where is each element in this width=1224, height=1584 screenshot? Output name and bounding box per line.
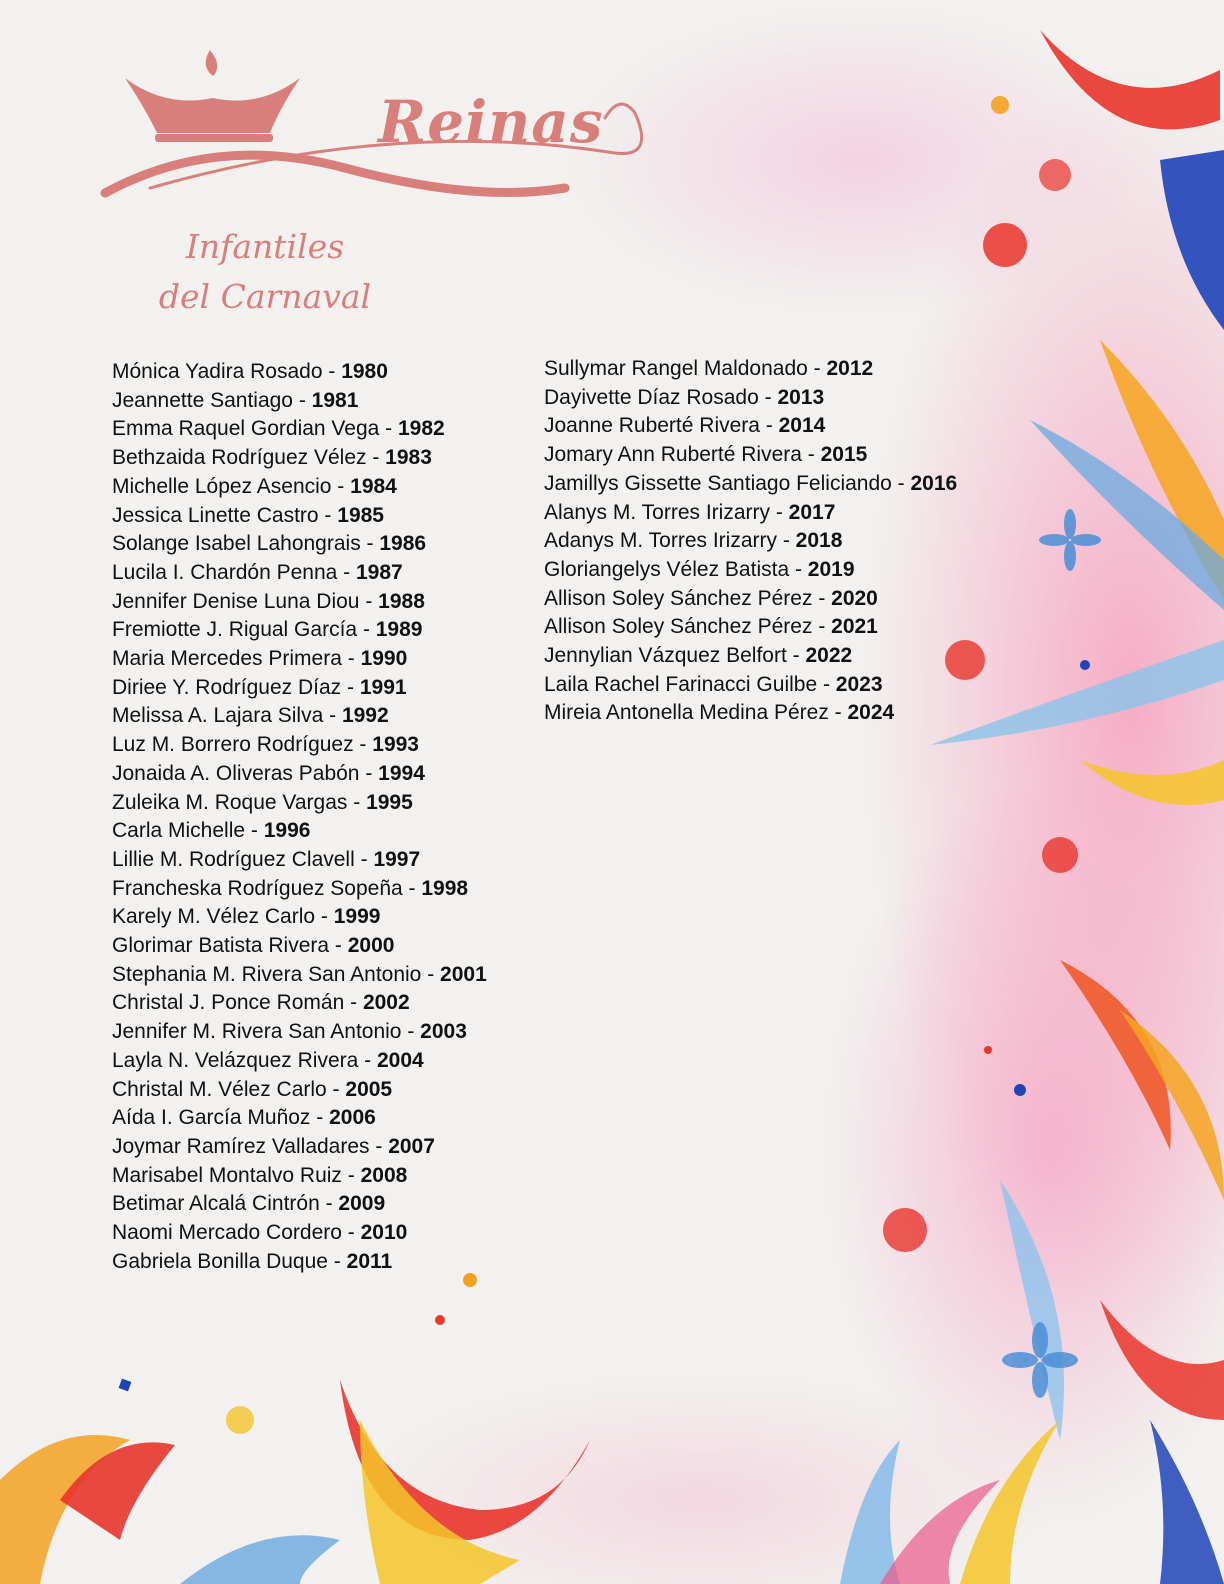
queen-year: 2011 [346, 1249, 393, 1273]
queen-name: Zuleika M. Roque Vargas - [112, 790, 367, 814]
queen-name: Stephania M. Rivera San Antonio - [112, 962, 441, 986]
queen-list-item [112, 502, 487, 531]
queen-year: 1988 [378, 589, 425, 613]
queen-year: 1989 [375, 618, 423, 642]
queen-list-item [112, 1162, 487, 1191]
queen-list-item [112, 789, 487, 818]
queen-name: Fremiotte J. Rigual García - [112, 618, 376, 642]
queen-year: 2021 [831, 615, 878, 639]
queen-name: Allison Soley Sánchez Pérez - [544, 615, 832, 639]
queen-year: 2010 [360, 1221, 408, 1245]
queen-list-item [112, 559, 487, 588]
queen-list-item [544, 355, 957, 384]
queen-list-item [112, 387, 487, 416]
queen-name: Dayivette Díaz Rosado - [544, 385, 778, 409]
queen-year: 2007 [388, 1134, 435, 1158]
queen-year: 2024 [847, 701, 895, 725]
queen-year: 2004 [376, 1048, 424, 1072]
queen-year: 2023 [835, 672, 883, 696]
queen-name: Carla Michelle - [112, 819, 264, 843]
queen-list-item [112, 932, 487, 961]
queen-year: 1994 [378, 761, 425, 785]
queen-name: Mónica Yadira Rosado - [112, 360, 342, 383]
queen-list-item [112, 1047, 487, 1076]
queen-list-item [112, 702, 487, 731]
queen-year: 1986 [379, 532, 427, 556]
queen-name: Karely M. Vélez Carlo - [112, 905, 334, 929]
crown-icon [125, 50, 300, 142]
queen-list-item [112, 645, 487, 674]
queen-list-item [112, 616, 487, 645]
queen-list-item [544, 441, 957, 470]
queen-year: 2006 [329, 1106, 376, 1130]
queen-name: Bethzaida Rodríguez Vélez - [112, 446, 386, 470]
queen-name: Naomi Mercado Cordero - [112, 1221, 361, 1245]
queen-year: 2003 [420, 1020, 467, 1044]
queen-year: 1985 [337, 503, 384, 527]
queen-name: Gloriangelys Vélez Batista - [544, 557, 808, 581]
queen-year: 1991 [359, 675, 407, 699]
queen-year: 1995 [366, 790, 413, 814]
queen-list-item [544, 499, 957, 528]
queen-list-item [112, 961, 487, 990]
queen-year: 1996 [263, 819, 311, 843]
queen-list-item [112, 1248, 487, 1277]
queen-year: 1999 [333, 905, 381, 929]
queen-year: 2017 [788, 500, 836, 524]
queen-list-item [112, 1190, 487, 1219]
queen-year: 1980 [341, 360, 388, 383]
queen-name: Alanys M. Torres Irizarry - [544, 500, 789, 524]
queen-name: Solange Isabel Lahongrais - [112, 532, 380, 556]
queen-name: Christal J. Ponce Román - [112, 991, 363, 1015]
queen-name: Jessica Linette Castro - [112, 503, 338, 527]
queen-name: Francheska Rodríguez Sopeña - [112, 876, 422, 900]
queen-name: Jeannette Santiago - [112, 388, 312, 412]
queen-list-item [544, 384, 957, 413]
queen-list-item [544, 671, 957, 700]
queen-year: 2013 [777, 385, 825, 409]
queen-name: Diriee Y. Rodríguez Díaz - [112, 675, 360, 699]
queen-year: 2018 [795, 529, 843, 553]
queen-name: Betimar Alcalá Cintrón - [112, 1192, 339, 1216]
queen-list-item [112, 530, 487, 559]
queen-name: Melissa A. Lajara Silva - [112, 704, 342, 728]
queen-year: 2000 [347, 934, 395, 958]
queen-list-item [544, 642, 957, 671]
queen-list-item [112, 903, 487, 932]
queen-year: 2002 [362, 991, 410, 1015]
queen-name: Jennifer Denise Luna Diou - [112, 589, 379, 613]
queen-list-item [544, 585, 957, 614]
queen-name: Jennifer M. Rivera San Antonio - [112, 1020, 421, 1044]
queen-list-item [112, 1076, 487, 1105]
queen-list-item [544, 613, 957, 642]
queen-year: 2001 [440, 962, 487, 986]
queen-year: 1992 [341, 704, 389, 728]
queen-name: Laila Rachel Farinacci Guilbe - [544, 672, 836, 696]
queen-name: Christal M. Vélez Carlo - [112, 1077, 346, 1101]
queen-list-item [112, 846, 487, 875]
queen-year: 2016 [910, 471, 958, 495]
queen-list-item [112, 473, 487, 502]
queen-year: 2012 [826, 357, 874, 380]
queen-year: 1990 [360, 647, 408, 671]
queen-name: Emma Raquel Gordian Vega - [112, 417, 398, 441]
queen-list-item [544, 556, 957, 585]
queen-year: 1981 [311, 388, 359, 412]
queen-year: 1987 [355, 560, 403, 584]
queen-name: Marisabel Montalvo Ruiz - [112, 1163, 361, 1187]
queen-list-item [544, 527, 957, 556]
queen-year: 2019 [807, 557, 855, 581]
queen-name: Jomary Ann Ruberté Rivera - [544, 443, 821, 467]
queen-name: Maria Mercedes Primera - [112, 647, 361, 671]
queen-year: 2020 [831, 586, 878, 610]
queen-year: 2022 [805, 644, 853, 668]
queen-year: 2015 [820, 443, 868, 467]
queen-list-item [112, 989, 487, 1018]
queen-name: Jamillys Gissette Santiago Feliciando - [544, 471, 911, 495]
queen-name: Lillie M. Rodríguez Clavell - [112, 847, 374, 871]
queen-name: Layla N. Velázquez Rivera - [112, 1048, 377, 1072]
subtitle-line-2: del Carnaval [158, 277, 372, 316]
queen-list-item [112, 674, 487, 703]
queen-name: Joanne Ruberté Rivera - [544, 414, 779, 438]
queen-list-item [112, 731, 487, 760]
queen-list-item [112, 415, 487, 444]
queen-year: 1998 [421, 876, 469, 900]
queen-year: 1983 [385, 446, 432, 470]
queen-list-item [112, 1018, 487, 1047]
queen-year: 1993 [372, 733, 419, 757]
queen-list-item [112, 588, 487, 617]
queen-year: 1997 [373, 847, 421, 871]
queen-year: 2008 [360, 1163, 408, 1187]
queen-list-item [112, 760, 487, 789]
queen-name: Joymar Ramírez Valladares - [112, 1134, 389, 1158]
queens-list-column-2 [544, 355, 957, 728]
queen-list-item [112, 817, 487, 846]
queen-name: Glorimar Batista Rivera - [112, 934, 348, 958]
queen-year: 1982 [397, 417, 445, 441]
queen-name: Jennylian Vázquez Belfort - [544, 644, 806, 668]
queen-name: Gabriela Bonilla Duque - [112, 1249, 347, 1273]
queen-name: Aída I. García Muñoz - [112, 1106, 330, 1130]
queen-name: Adanys M. Torres Irizarry - [544, 529, 796, 553]
subtitle [135, 222, 395, 322]
queen-list-item [112, 358, 487, 387]
queen-list-item [544, 470, 957, 499]
queen-list-item [544, 699, 957, 728]
queen-name: Luz M. Borrero Rodríguez - [112, 733, 373, 757]
queen-list-item [112, 875, 487, 904]
queen-year: 2005 [345, 1077, 393, 1101]
queens-list-column-1 [112, 358, 487, 1277]
queen-name: Michelle López Asencio - [112, 474, 351, 498]
queen-list-item [112, 1133, 487, 1162]
queen-year: 2014 [778, 414, 826, 438]
queen-name: Jonaida A. Oliveras Pabón - [112, 761, 379, 785]
title-reinas: Reinas [378, 88, 604, 156]
queen-name: Allison Soley Sánchez Pérez - [544, 586, 832, 610]
queen-name: Sullymar Rangel Maldonado - [544, 357, 827, 380]
queen-year: 2009 [338, 1192, 386, 1216]
queen-list-item [112, 1104, 487, 1133]
queen-name: Lucila I. Chardón Penna - [112, 560, 356, 584]
subtitle-line-1: Infantiles [185, 227, 345, 266]
queen-list-item [544, 412, 957, 441]
queen-list-item [112, 1219, 487, 1248]
queen-year: 1984 [350, 474, 397, 498]
queen-name: Mireia Antonella Medina Pérez - [544, 701, 848, 725]
queen-list-item [112, 444, 487, 473]
